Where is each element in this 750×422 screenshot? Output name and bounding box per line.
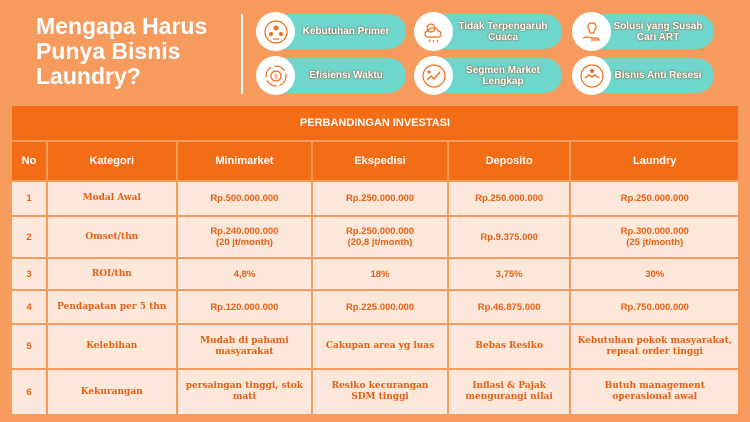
table-cell: Bebas Resiko <box>449 325 570 368</box>
table-cell: Kekurangan <box>48 370 176 414</box>
header-cell-minimarket: Minimarket <box>178 142 312 180</box>
comparison-table <box>12 106 738 414</box>
table-cell: Rp.250.000.000 <box>449 182 570 215</box>
table-cell: Mudah di pahami masyarakat <box>178 325 312 368</box>
table-cell: 3,75% <box>449 259 570 289</box>
table-header-row <box>12 142 738 180</box>
table-cell: Rp.300.000.000 (25 jt/month) <box>571 217 738 257</box>
table-cell: Pendapatan per 5 thn <box>48 291 176 323</box>
reason-label: Efisiensi Waktu <box>309 70 383 81</box>
header-cell-laundry: Laundry <box>571 142 738 180</box>
table-row <box>12 259 738 289</box>
table-cell: 1 <box>12 182 46 215</box>
table-cell: Modal Awal <box>48 182 176 215</box>
hand-lightbulb-icon <box>572 12 611 51</box>
table-cell: 5 <box>12 325 46 368</box>
table-row <box>12 217 738 257</box>
money-cycle-icon <box>256 56 295 95</box>
table-cell: Rp.225.000.000 <box>313 291 447 323</box>
reason-label: Bisnis Anti Resesi <box>614 70 702 81</box>
table-row <box>12 370 738 414</box>
header-cell-ekspedisi: Ekspedisi <box>313 142 447 180</box>
people-network-icon <box>256 12 295 51</box>
table-cell: Rp.240.000.000 (20 jt/month) <box>178 217 312 257</box>
table-cell: 4,8% <box>178 259 312 289</box>
svg-text:$: $ <box>273 72 278 80</box>
table-cell: Butuh management operasional awal <box>571 370 738 414</box>
table-title: PERBANDINGAN INVESTASI <box>12 106 738 140</box>
table-cell: 18% <box>313 259 447 289</box>
table-cell: Rp.250.000.000 <box>313 182 447 215</box>
reason-label: Solusi yang Susah Cari ART <box>613 20 703 43</box>
table-row <box>12 291 738 323</box>
divider <box>241 14 243 94</box>
table-cell: Rp.46.875.000 <box>449 291 570 323</box>
table-row <box>12 325 738 368</box>
market-growth-icon <box>414 56 453 95</box>
table-cell: Resiko kecurangan SDM tinggi <box>313 370 447 414</box>
reason-pill-tidak-terpengaruh-cuaca <box>416 14 562 49</box>
reason-pill-efisiensi-waktu <box>258 58 406 93</box>
reason-label: Segmen Market Lengkap <box>466 64 540 87</box>
table-cell: 6 <box>12 370 46 414</box>
table-cell: 4 <box>12 291 46 323</box>
table-cell: Rp.120.000.000 <box>178 291 312 323</box>
table-cell: ROI/thn <box>48 259 176 289</box>
table-cell: 3 <box>12 259 46 289</box>
reason-pill-kebutuhan-primer <box>258 14 406 49</box>
reason-pill-segmen-market <box>416 58 562 93</box>
table-cell: Omset/thn <box>48 217 176 257</box>
headline: Mengapa Harus Punya Bisnis Laundry? <box>36 13 208 89</box>
table-cell: Kebutuhan pokok masyarakat, repeat order tinggi <box>571 325 738 368</box>
table-cell: Rp.500.000.000 <box>178 182 312 215</box>
table-row <box>12 182 738 215</box>
header-cell-kategori: Kategori <box>48 142 176 180</box>
reason-label: Kebutuhan Primer <box>302 26 390 37</box>
weather-cloud-icon <box>414 12 453 51</box>
table-cell: Rp.250.000.000 <box>571 182 738 215</box>
reason-pill-solusi-art <box>574 14 714 49</box>
table-cell: Rp.9.375.000 <box>449 217 570 257</box>
table-cell: 30% <box>571 259 738 289</box>
header-cell-deposito: Deposito <box>449 142 570 180</box>
table-cell: Kelebihan <box>48 325 176 368</box>
handshake-globe-icon <box>572 56 611 95</box>
reason-pill-anti-resesi <box>574 58 714 93</box>
table-cell: persaingan tinggi, stok mati <box>178 370 312 414</box>
table-cell: Inflasi & Pajak mengurangi nilai <box>449 370 570 414</box>
table-cell: Cakupan area yg luas <box>313 325 447 368</box>
table-cell: Rp.750.000.000 <box>571 291 738 323</box>
table-cell: 2 <box>12 217 46 257</box>
table-cell: Rp.250.000.000 (20,8 jt/month) <box>313 217 447 257</box>
reason-label: Tidak Terpengaruh Cuaca <box>458 20 548 43</box>
header-cell-no: No <box>12 142 46 180</box>
